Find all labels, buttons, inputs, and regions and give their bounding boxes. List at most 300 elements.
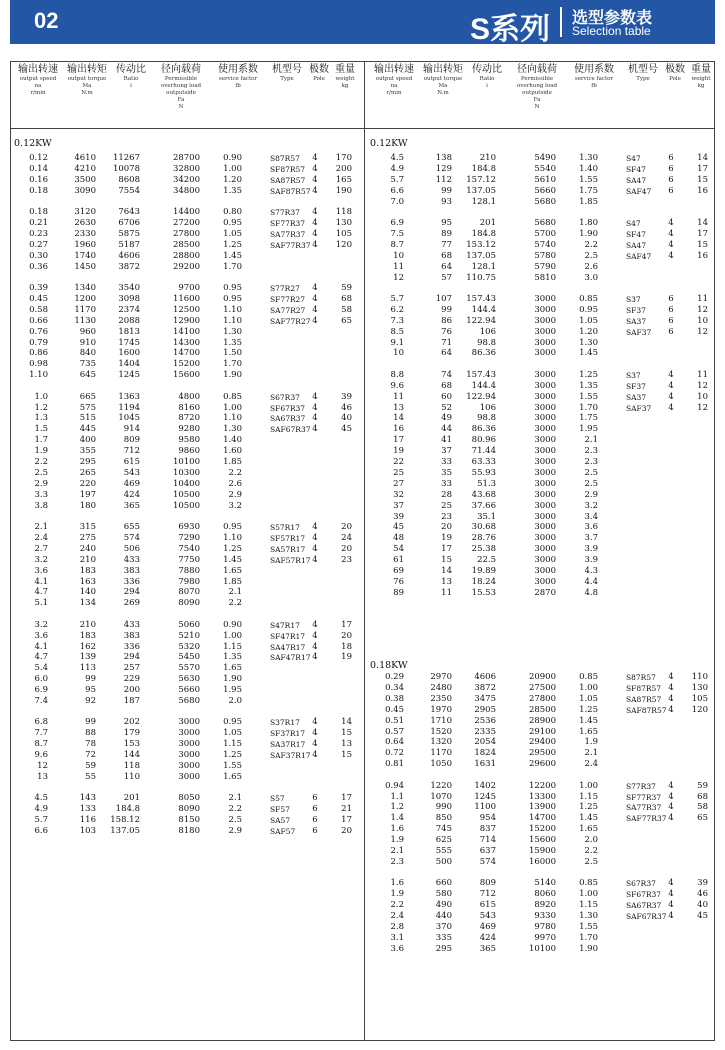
- speed-cell: 0.79: [29, 337, 48, 348]
- weight-cell: 40: [341, 413, 352, 424]
- header-en: output torque Ma: [423, 76, 463, 89]
- factor-cell: 1.25: [223, 750, 242, 761]
- torque-cell: 76: [441, 326, 452, 337]
- load-cell: 7290: [178, 532, 200, 543]
- factor-cell: 2.9: [584, 489, 598, 500]
- weight-cell: 118: [335, 207, 352, 218]
- factor-cell: 1.35: [223, 185, 242, 196]
- load-cell: 3000: [178, 750, 200, 761]
- speed-cell: 1.9: [390, 889, 404, 900]
- factor-cell: 2.1: [584, 748, 598, 759]
- torque-cell: 15: [441, 555, 452, 566]
- ratio-cell: 43.68: [471, 489, 496, 500]
- factor-cell: 1.60: [223, 446, 242, 457]
- torque-cell: 1320: [430, 737, 452, 748]
- type-cell: SF77R27: [270, 294, 306, 304]
- ratio-cell: 655: [123, 522, 140, 532]
- ratio-cell: 184.8: [115, 804, 140, 815]
- torque-cell: 33: [441, 457, 452, 467]
- factor-cell: 1.55: [579, 174, 598, 185]
- ratio-cell: 469: [123, 478, 140, 489]
- speed-cell: 25: [393, 467, 404, 478]
- speed-cell: 3.6: [34, 565, 48, 576]
- weight-cell: 120: [335, 239, 352, 250]
- ratio-cell: 574: [479, 856, 496, 867]
- load-cell: 10100: [528, 943, 556, 954]
- speed-cell: 69: [393, 566, 404, 576]
- torque-cell: 78: [85, 739, 96, 750]
- type-cell: S77R27: [270, 284, 300, 293]
- ratio-cell: 122.94: [466, 391, 496, 402]
- torque-cell: 2970: [430, 672, 452, 682]
- title-divider: [560, 7, 562, 37]
- torque-cell: 140: [79, 587, 96, 598]
- pole-cell: 4: [668, 250, 674, 261]
- speed-cell: 3.8: [34, 500, 48, 511]
- speed-cell: 32: [393, 489, 404, 500]
- torque-cell: 490: [435, 900, 452, 911]
- pole-cell: 4: [668, 239, 674, 250]
- ratio-cell: 712: [123, 446, 140, 457]
- torque-cell: 445: [79, 424, 96, 435]
- torque-cell: 850: [435, 813, 452, 824]
- torque-cell: 55: [85, 771, 96, 782]
- torque-cell: 183: [79, 565, 96, 576]
- ratio-cell: 137.05: [466, 185, 496, 196]
- torque-cell: 580: [435, 889, 452, 900]
- ratio-cell: 98.8: [477, 413, 496, 424]
- load-cell: 3000: [534, 467, 556, 478]
- torque-cell: 1170: [74, 304, 96, 315]
- pole-cell: 4: [312, 532, 318, 543]
- pole-cell: 4: [312, 174, 318, 185]
- ratio-cell: 1045: [118, 413, 140, 424]
- torque-cell: 665: [79, 391, 96, 402]
- type-cell: S47R17: [270, 620, 300, 630]
- torque-cell: 35: [441, 467, 452, 478]
- torque-cell: 86: [441, 315, 452, 326]
- speed-cell: 13: [393, 402, 404, 413]
- pole-cell: 4: [312, 163, 318, 174]
- load-cell: 8920: [534, 900, 556, 911]
- ratio-cell: 294: [123, 652, 140, 663]
- torque-cell: 59: [85, 761, 96, 771]
- torque-cell: 240: [79, 543, 96, 554]
- factor-cell: 3.7: [584, 533, 598, 544]
- load-cell: 3000: [534, 533, 556, 544]
- weight-cell: 15: [341, 750, 352, 761]
- speed-cell: 0.18: [29, 185, 48, 196]
- ratio-cell: 424: [123, 489, 140, 500]
- column-header: [110, 64, 152, 90]
- speed-cell: 8.5: [390, 326, 404, 337]
- factor-cell: 1.40: [223, 435, 242, 446]
- ratio-cell: 3475: [474, 693, 496, 704]
- weight-cell: 24: [341, 532, 352, 543]
- speed-cell: 0.66: [29, 315, 48, 326]
- header-en: weight: [335, 76, 355, 82]
- load-cell: 3000: [534, 566, 556, 576]
- speed-cell: 2.8: [390, 921, 404, 932]
- pole-cell: 4: [668, 402, 674, 413]
- torque-cell: 3090: [74, 185, 96, 196]
- factor-cell: 0.85: [223, 391, 242, 402]
- column-header: [266, 64, 308, 83]
- weight-cell: 12: [697, 326, 708, 337]
- factor-cell: 1.15: [579, 791, 598, 802]
- column-header: [368, 64, 420, 97]
- torque-cell: 210: [79, 554, 96, 565]
- pole-cell: 4: [312, 402, 318, 413]
- factor-cell: 2.2: [228, 804, 242, 815]
- speed-cell: 17: [393, 435, 404, 446]
- pole-cell: 4: [312, 315, 318, 326]
- ratio-cell: 157.43: [466, 369, 496, 380]
- torque-cell: 4210: [74, 163, 96, 174]
- torque-cell: 89: [441, 228, 452, 239]
- torque-cell: 1710: [430, 715, 452, 726]
- ratio-cell: 1402: [474, 780, 496, 791]
- ratio-cell: 712: [479, 889, 496, 900]
- torque-cell: 355: [79, 446, 96, 457]
- speed-cell: 0.16: [29, 174, 48, 185]
- speed-cell: 8.7: [390, 239, 404, 250]
- load-cell: 3000: [534, 478, 556, 489]
- load-cell: 8070: [178, 587, 200, 598]
- weight-cell: 165: [335, 174, 352, 185]
- factor-cell: 1.25: [223, 543, 242, 554]
- factor-cell: 1.45: [579, 715, 598, 726]
- torque-cell: 645: [79, 370, 96, 381]
- pole-cell: 4: [312, 293, 318, 304]
- weight-cell: 10: [697, 315, 708, 326]
- header-cn: 传动比: [116, 64, 146, 75]
- speed-cell: 3.6: [390, 943, 404, 954]
- ratio-cell: 1100: [474, 802, 496, 813]
- type-cell: SF37: [626, 305, 646, 315]
- ratio-cell: 1363: [118, 391, 140, 402]
- factor-cell: 1.90: [579, 228, 598, 239]
- torque-cell: 1130: [74, 315, 96, 326]
- load-cell: 3000: [178, 771, 200, 782]
- factor-cell: 1.25: [579, 369, 598, 380]
- weight-cell: 19: [341, 652, 352, 663]
- type-cell: SA57R17: [270, 544, 306, 554]
- pole-cell: 6: [668, 185, 674, 196]
- ratio-cell: 187: [123, 696, 140, 706]
- pole-cell: 4: [312, 641, 318, 652]
- weight-cell: 20: [341, 543, 352, 554]
- factor-cell: 1.80: [579, 218, 598, 228]
- factor-cell: 2.9: [228, 826, 242, 836]
- header-en: Pole: [313, 76, 325, 82]
- factor-cell: 1.25: [579, 802, 598, 813]
- factor-cell: 2.0: [228, 696, 242, 706]
- torque-cell: 2330: [74, 228, 96, 239]
- load-cell: 10300: [172, 467, 200, 478]
- type-cell: SA47R17: [270, 642, 306, 652]
- weight-cell: 58: [697, 802, 708, 813]
- header-cn: 机型号: [628, 64, 658, 75]
- speed-cell: 2.2: [390, 900, 404, 911]
- torque-cell: 49: [441, 413, 452, 424]
- load-cell: 5570: [178, 663, 200, 674]
- column-header: [466, 64, 508, 90]
- header-cn: 输出转矩: [67, 64, 107, 75]
- ratio-cell: 98.8: [477, 337, 496, 348]
- load-cell: 3000: [534, 413, 556, 424]
- column-header: [566, 64, 622, 90]
- torque-cell: 275: [79, 532, 96, 543]
- header-en: Type: [636, 76, 650, 82]
- load-cell: 11600: [172, 293, 200, 304]
- speed-cell: 4.5: [34, 793, 48, 804]
- weight-cell: 20: [341, 630, 352, 641]
- ratio-cell: 383: [123, 565, 140, 576]
- speed-cell: 16: [393, 424, 404, 435]
- torque-cell: 107: [435, 293, 452, 304]
- header-en: output torque Ma: [67, 76, 107, 89]
- type-cell: SAF77R37: [270, 240, 311, 250]
- load-cell: 3000: [534, 391, 556, 402]
- torque-cell: 1970: [430, 704, 452, 715]
- speed-cell: 9.6: [34, 750, 48, 761]
- speed-cell: 4.9: [390, 163, 404, 174]
- load-cell: 5680: [534, 196, 556, 207]
- header-en: kg: [341, 83, 349, 89]
- ratio-cell: 110.75: [466, 272, 496, 283]
- column-header: [686, 64, 716, 90]
- speed-cell: 1.4: [390, 813, 404, 824]
- factor-cell: 1.30: [223, 326, 242, 337]
- pole-cell: 6: [668, 315, 674, 326]
- header-en: na: [34, 83, 42, 89]
- header-en: Ratio: [123, 76, 139, 82]
- speed-cell: 11: [393, 391, 404, 402]
- pole-cell: 6: [312, 815, 318, 826]
- torque-cell: 1340: [74, 283, 96, 293]
- speed-cell: 2.4: [34, 532, 48, 543]
- ratio-cell: 7643: [118, 207, 140, 218]
- factor-cell: 4.8: [584, 587, 598, 598]
- type-cell: SAF47: [626, 251, 652, 261]
- torque-cell: 335: [435, 932, 452, 943]
- load-cell: 9330: [534, 911, 556, 921]
- factor-cell: 3.0: [584, 272, 598, 283]
- pole-cell: 4: [312, 652, 318, 663]
- ratio-cell: 837: [479, 824, 496, 835]
- ratio-cell: 637: [479, 846, 496, 856]
- type-cell: SA67R37: [270, 414, 306, 424]
- ratio-cell: 200: [123, 685, 140, 696]
- factor-cell: 2.2: [228, 598, 242, 609]
- speed-cell: 54: [393, 544, 404, 555]
- weight-cell: 40: [697, 900, 708, 911]
- weight-cell: 13: [341, 739, 352, 750]
- speed-cell: 1.1: [390, 791, 404, 802]
- ratio-cell: 2054: [474, 737, 496, 748]
- speed-cell: 5.7: [34, 815, 48, 826]
- load-cell: 28800: [172, 250, 200, 261]
- pole-cell: 4: [312, 619, 318, 630]
- pole-cell: 4: [312, 739, 318, 750]
- load-cell: 9970: [534, 932, 556, 943]
- factor-cell: 0.95: [579, 304, 598, 315]
- header-cn: 极数: [665, 64, 685, 75]
- pole-cell: 4: [312, 283, 318, 293]
- torque-cell: 1070: [430, 791, 452, 802]
- factor-cell: 0.90: [223, 153, 242, 163]
- column-header: [308, 64, 330, 83]
- speed-cell: 1.2: [390, 802, 404, 813]
- torque-cell: 68: [441, 380, 452, 391]
- type-cell: SAF87R57: [626, 705, 667, 715]
- ratio-cell: 35.1: [477, 511, 496, 522]
- load-cell: 5210: [178, 630, 200, 641]
- factor-cell: 3.9: [584, 555, 598, 566]
- speed-cell: 1.9: [390, 835, 404, 846]
- speed-cell: 4.1: [34, 641, 48, 652]
- pole-cell: 4: [312, 728, 318, 739]
- ratio-cell: 615: [479, 900, 496, 911]
- factor-cell: 1.65: [579, 824, 598, 835]
- speed-cell: 2.1: [390, 846, 404, 856]
- torque-cell: 95: [441, 218, 452, 228]
- ratio-cell: 15.53: [471, 587, 496, 598]
- torque-cell: 2630: [74, 218, 96, 228]
- speed-cell: 2.7: [34, 543, 48, 554]
- pole-cell: 4: [312, 218, 318, 228]
- speed-cell: 0.58: [29, 304, 48, 315]
- weight-cell: 15: [697, 174, 708, 185]
- factor-cell: 1.40: [579, 163, 598, 174]
- torque-cell: 2480: [430, 682, 452, 693]
- ratio-cell: 201: [123, 793, 140, 804]
- speed-cell: 0.45: [385, 704, 404, 715]
- torque-cell: 23: [441, 511, 452, 522]
- torque-cell: 625: [435, 835, 452, 846]
- pole-cell: 6: [312, 793, 318, 804]
- load-cell: 32800: [172, 163, 200, 174]
- factor-cell: 1.55: [579, 921, 598, 932]
- speed-cell: 6.2: [390, 304, 404, 315]
- torque-cell: 1450: [74, 261, 96, 272]
- torque-cell: 220: [79, 478, 96, 489]
- weight-cell: 39: [341, 391, 352, 402]
- factor-cell: 3.4: [584, 511, 598, 522]
- header-en: Ratio: [479, 76, 495, 82]
- header-cn: 极数: [309, 64, 329, 75]
- torque-cell: 64: [441, 261, 452, 272]
- load-cell: 8160: [178, 402, 200, 413]
- speed-cell: 1.0: [34, 391, 48, 402]
- load-cell: 3000: [534, 369, 556, 380]
- ratio-cell: 137.05: [110, 826, 140, 836]
- load-cell: 5680: [534, 218, 556, 228]
- ratio-cell: 128.1: [471, 196, 496, 207]
- ratio-cell: 506: [123, 543, 140, 554]
- speed-cell: 3.6: [34, 630, 48, 641]
- load-cell: 3000: [534, 402, 556, 413]
- torque-cell: 28: [441, 489, 452, 500]
- speed-cell: 1.2: [34, 402, 48, 413]
- type-cell: SAF37R17: [270, 751, 311, 761]
- factor-cell: 1.30: [579, 337, 598, 348]
- speed-cell: 4.9: [34, 804, 48, 815]
- load-cell: 3000: [534, 380, 556, 391]
- load-cell: 2870: [534, 587, 556, 598]
- factor-cell: 1.50: [223, 348, 242, 359]
- pole-cell: 4: [312, 304, 318, 315]
- ratio-cell: 106: [479, 402, 496, 413]
- pole-cell: 4: [312, 228, 318, 239]
- load-cell: 29200: [172, 261, 200, 272]
- torque-cell: 129: [435, 163, 452, 174]
- pole-cell: 4: [668, 813, 674, 824]
- torque-cell: 17: [441, 544, 452, 555]
- torque-cell: 183: [79, 630, 96, 641]
- ratio-cell: 18.24: [471, 576, 496, 587]
- torque-cell: 33: [441, 478, 452, 489]
- torque-cell: 139: [79, 652, 96, 663]
- torque-cell: 210: [79, 619, 96, 630]
- speed-cell: 1.3: [34, 413, 48, 424]
- ratio-cell: 157.43: [466, 293, 496, 304]
- factor-cell: 3.6: [584, 522, 598, 533]
- load-cell: 29100: [528, 726, 556, 737]
- weight-cell: 58: [341, 304, 352, 315]
- speed-cell: 4.7: [34, 587, 48, 598]
- speed-cell: 3.2: [34, 554, 48, 565]
- column-header: [210, 64, 266, 90]
- pole-cell: 4: [312, 717, 318, 728]
- factor-cell: 1.30: [579, 911, 598, 921]
- factor-cell: 1.9: [584, 737, 598, 748]
- type-cell: SA37: [626, 392, 647, 402]
- ratio-cell: 3872: [474, 682, 496, 693]
- speed-cell: 45: [393, 522, 404, 533]
- load-cell: 9780: [534, 921, 556, 932]
- factor-cell: 1.90: [223, 674, 242, 685]
- ratio-cell: 118: [123, 761, 140, 771]
- factor-cell: 1.70: [579, 402, 598, 413]
- pole-cell: 4: [668, 218, 674, 228]
- ratio-cell: 37.66: [471, 500, 496, 511]
- header-en: fb: [591, 83, 597, 89]
- load-cell: 8050: [178, 793, 200, 804]
- torque-cell: 660: [435, 878, 452, 889]
- pole-cell: 4: [312, 630, 318, 641]
- speed-cell: 6.9: [390, 218, 404, 228]
- torque-cell: 44: [441, 424, 452, 435]
- load-cell: 14100: [172, 326, 200, 337]
- type-cell: S57R17: [270, 523, 300, 532]
- factor-cell: 1.55: [223, 761, 242, 771]
- speed-cell: 48: [393, 533, 404, 544]
- load-cell: 15600: [528, 835, 556, 846]
- ratio-cell: 1631: [474, 759, 496, 770]
- torque-cell: 295: [79, 457, 96, 467]
- pole-cell: 6: [668, 304, 674, 315]
- weight-cell: 46: [341, 402, 352, 413]
- torque-cell: 13: [441, 576, 452, 587]
- ratio-cell: 86.36: [471, 348, 496, 359]
- speed-cell: 5.1: [34, 598, 48, 609]
- speed-cell: 0.86: [29, 348, 48, 359]
- speed-cell: 1.7: [34, 435, 48, 446]
- factor-cell: 1.65: [223, 771, 242, 782]
- ratio-cell: 55.93: [471, 467, 496, 478]
